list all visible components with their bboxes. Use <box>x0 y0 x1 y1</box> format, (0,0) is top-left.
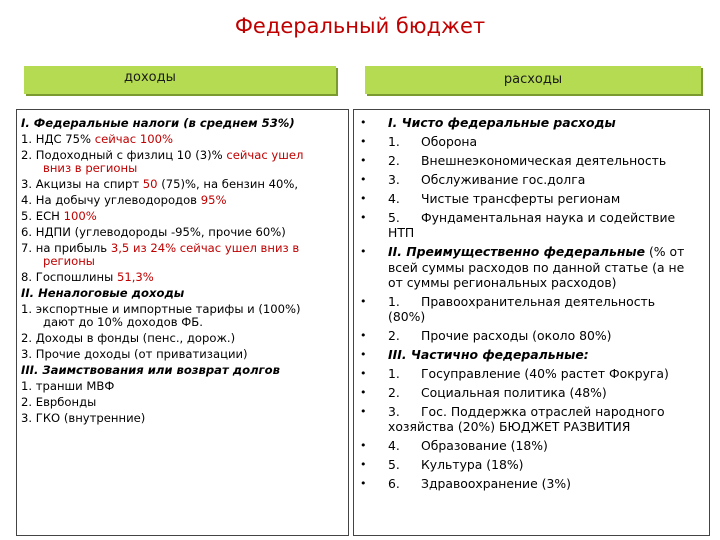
income-line: 1. экспортные и импортные тарифы и (100%) <box>21 302 301 316</box>
expense-text: (% от <box>645 244 685 259</box>
expense-num: 5. <box>388 457 400 472</box>
income-note: 100% <box>63 209 97 223</box>
income-text: (75)%, на бензин 40%, <box>157 177 299 191</box>
expense-line <box>388 329 611 342</box>
bullet-icon: • <box>360 135 367 148</box>
expense-text: Культура (18%) <box>421 457 524 472</box>
expense-text: Обслуживание гос.долга <box>421 172 586 187</box>
income-line: 3. ГКО (внутренние) <box>21 411 146 425</box>
bullet-icon: • <box>360 211 367 224</box>
expense-text: Госуправление (40% растет Фокруга) <box>421 366 669 381</box>
income-note: 3,5 из 24% сейчас ушел вниз в <box>110 241 300 255</box>
bullet-icon: • <box>360 295 367 308</box>
bullet-icon: • <box>360 386 367 399</box>
expense-line: хозяйства (20%) БЮДЖЕТ РАЗВИТИЯ <box>388 419 631 434</box>
expense-line <box>388 405 665 418</box>
expense-num: 2. <box>388 153 400 168</box>
bullet-icon: • <box>360 367 367 380</box>
income-line: 3. Прочие доходы (от приватизации) <box>21 347 248 361</box>
bullet-icon: • <box>360 116 367 129</box>
expense-num: 2. <box>388 328 400 343</box>
income-line: 2. Доходы в фонды (пенс., дорож.) <box>21 331 236 345</box>
income-section-1: I. Федеральные налоги (в среднем 53%) <box>21 116 295 130</box>
expense-num: 4. <box>388 438 400 453</box>
expense-line <box>388 211 675 224</box>
expense-text: Чистые трансферты регионам <box>421 191 621 206</box>
income-line: 6. НДПИ (углеводороды -95%, прочие 60%) <box>21 225 286 239</box>
income-section-2: II. Неналоговые доходы <box>21 286 185 300</box>
income-panel <box>16 109 349 536</box>
income-text: 3. Акцизы на спирт <box>21 177 143 191</box>
income-note: регионы <box>43 254 95 268</box>
income-note: сейчас ушел <box>226 148 304 162</box>
income-line <box>21 271 154 284</box>
expense-num: 6. <box>388 476 400 491</box>
income-text: 7. на прибыль <box>21 241 111 255</box>
bullet-icon: • <box>360 154 367 167</box>
expense-header-label: расходы <box>503 72 563 87</box>
expense-text: Социальная политика (48%) <box>421 385 607 400</box>
expense-line: НТП <box>388 225 415 240</box>
income-text: 4. На добычу углеводородов <box>21 193 201 207</box>
expense-line <box>388 439 548 452</box>
income-note: 50 <box>142 177 158 191</box>
expense-line <box>388 192 620 205</box>
expense-text: Фундаментальная наука и содействие <box>421 210 676 225</box>
income-header <box>24 66 336 94</box>
expense-panel <box>353 109 710 536</box>
expense-section-2: II. Преимущественно федеральные <box>388 244 646 259</box>
expense-line: от суммы региональных расходов) <box>388 275 617 290</box>
income-line: дают до 10% доходов ФБ. <box>43 315 203 329</box>
expense-num: 2. <box>388 385 400 400</box>
bullet-icon: • <box>360 439 367 452</box>
expense-num: 3. <box>388 172 400 187</box>
expense-text: Оборона <box>421 134 478 149</box>
expense-line <box>388 135 477 148</box>
expense-section-3: III. Частично федеральные: <box>388 347 589 362</box>
expense-line <box>388 154 666 167</box>
expense-num: 4. <box>388 191 400 206</box>
income-text: 1. НДС 75% <box>21 132 95 146</box>
income-line <box>21 194 226 207</box>
bullet-icon: • <box>360 348 367 361</box>
income-note: вниз в регионы <box>43 161 138 175</box>
expense-text: Гос. Поддержка отраслей народного <box>421 404 665 419</box>
income-text: 2. Подоходный с физлиц 10 (3)% <box>21 148 227 162</box>
page-title: Федеральный бюджет <box>234 14 486 38</box>
expense-text: Образование (18%) <box>421 438 548 453</box>
expense-num: 5. <box>388 210 400 225</box>
expense-line <box>388 245 684 258</box>
income-note: 95% <box>200 193 227 207</box>
expense-line <box>388 173 585 186</box>
bullet-icon: • <box>360 405 367 418</box>
expense-line <box>388 295 655 308</box>
bullet-icon: • <box>360 173 367 186</box>
expense-text: Внешнеэкономическая деятельность <box>421 153 667 168</box>
expense-header <box>365 66 701 94</box>
bullet-icon: • <box>360 192 367 205</box>
income-line: 2. Еврбонды <box>21 395 97 409</box>
income-text: 5. ЕСН <box>21 209 64 223</box>
expense-text: Здравоохранение (3%) <box>421 476 571 491</box>
expense-num: 1. <box>388 134 400 149</box>
income-line <box>21 133 173 146</box>
income-text: 8. Госпошлины <box>21 270 117 284</box>
expense-line <box>388 386 607 399</box>
expense-num: 3. <box>388 404 400 419</box>
income-header-label: доходы <box>124 70 176 85</box>
income-line <box>21 178 298 191</box>
income-note: сейчас 100% <box>94 132 173 146</box>
expense-line: (80%) <box>388 309 426 324</box>
expense-num: 1. <box>388 366 400 381</box>
income-line: 1. транши МВФ <box>21 379 115 393</box>
bullet-icon: • <box>360 458 367 471</box>
expense-line <box>388 477 571 490</box>
income-section-3: III. Заимствования или возврат долгов <box>21 363 280 377</box>
expense-text: Правоохранительная деятельность <box>421 294 656 309</box>
bullet-icon: • <box>360 245 367 258</box>
income-note: 51,3% <box>116 270 154 284</box>
expense-line: всей суммы расходов по данной статье (а не <box>388 260 685 275</box>
bullet-icon: • <box>360 477 367 490</box>
expense-line <box>388 367 669 380</box>
expense-text: Прочие расходы (около 80%) <box>421 328 612 343</box>
income-line <box>21 210 97 223</box>
expense-section-1: I. Чисто федеральные расходы <box>388 115 616 130</box>
bullet-icon: • <box>360 329 367 342</box>
expense-num: 1. <box>388 294 400 309</box>
expense-line <box>388 458 524 471</box>
